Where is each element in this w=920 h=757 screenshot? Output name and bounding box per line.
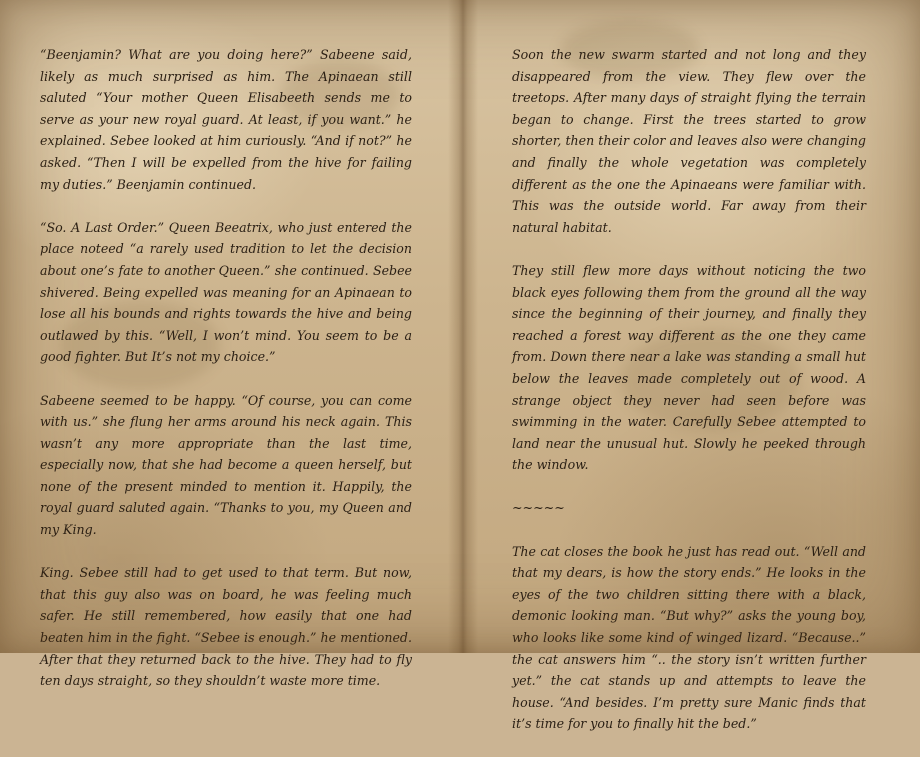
paragraph: The cat closes the book he just has read out. “Well and that my dears, is how the story ends.” He looks in the eyes of the two children sitting there with a black, demonic looking man. “But why?” asks the young boy, who looks like some kind of winged lizard. “Because..” the cat answers him “.. the story isn’t written further yet.” the cat stands up and attempts to leave the house. “And besides. I’m pretty sure Manic finds that it’s time for you to finally hit the bed.” — [512, 543, 866, 732]
paragraph: They still flew more days without noticing the two black eyes following them from the ground all the way since the beginning of their journey, and finally they reached a forest way different as the one they came from. Down there near a lake was standing a small hut below the leaves made completely out of wood. A strange object they never had seen before was swimming in the water. Carefully Sebee attempted to land near the unusual hut. Slowly he peeked through the window. — [512, 262, 866, 473]
paragraph: Sabeene seemed to be happy. “Of course, you can come with us.” she flung her arms around his neck again. This wasn’t any more appropriate than the last time, especially now, that she had become a queen herself, but none of the present minded to mention it. Happily, the royal guard saluted again. “Thanks to you, my Queen and my King. — [40, 392, 412, 538]
book-gutter — [448, 0, 478, 653]
left-page — [40, 44, 412, 713]
paragraph: Soon the new swarm started and not long and they disappeared from the view. They flew over the treetops. After many days of straight flying the terrain began to change. First the trees started to grow shorter, then their color and leaves also were changing and finally the whole vegetation was completely different as the one the Apinaeans were familiar with. This was the outside world. Far away from their natural habitat. — [512, 47, 866, 235]
section-break: ~~~~~ — [512, 500, 565, 516]
right-page — [512, 44, 866, 757]
paragraph: King. Sebee still had to get used to that term. But now, that this guy also was on board, he was feeling much safer. He still remembered, how easily that one had beaten him in the fight. “Sebee is enough.” he mentioned. After that they returned back to the hive. They had to fly ten days straight, so they shouldn’t waste more time. — [40, 565, 412, 689]
paragraph: “Beenjamin? What are you doing here?” Sabeene said, likely as much surprised as him. The Apinaean still saluted “Your mother Queen Elisabeeth sends me to serve as your new royal guard. At least, if you want.” he explained. Sebee looked at him curiously. “And if not?” he asked. “Then I will be expelled from the hive for failing my duties.” Beenjamin continued. — [40, 47, 412, 192]
paragraph: “So. A Last Order.” Queen Beeatrix, who just entered the place noteed “a rarely used tradition to let the decision about one’s fate to another Queen.” she continued. Sebee shivered. Being expelled was meaning for an Apinaean to lose all his bounds and rights towards the hive and being outlawed by this. “Well, I won’t mind. You seem to be a good fighter. But It’s not my choice.” — [40, 219, 412, 365]
